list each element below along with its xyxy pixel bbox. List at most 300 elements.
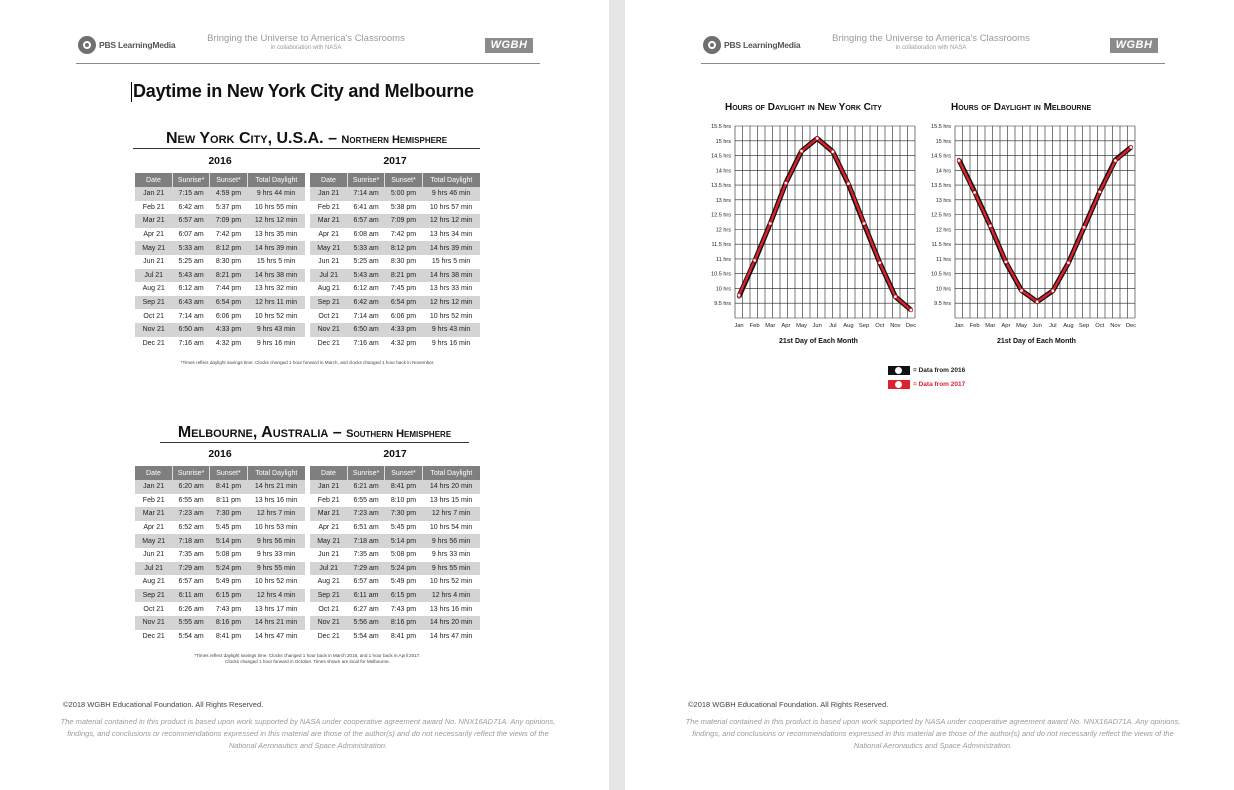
table-row xyxy=(310,187,480,201)
col-total-cell: 14 hrs 39 min xyxy=(247,241,305,255)
col-total-cell: 10 hrs 52 min xyxy=(422,575,480,589)
data-point-2017 xyxy=(784,181,787,184)
header-subtagline: in collaboration with NASA xyxy=(895,45,967,51)
table-row xyxy=(310,214,480,228)
col-sunrise-cell: 7:23 am xyxy=(347,507,384,521)
y-tick-label: 10.5 hrs xyxy=(711,271,731,278)
col-date-cell: May 21 xyxy=(135,241,172,255)
data-point-2017 xyxy=(1067,261,1070,264)
col-sunset-cell: 8:16 pm xyxy=(385,616,422,630)
x-tick-label: May xyxy=(1016,323,1028,329)
table-row xyxy=(310,548,480,562)
col-date-cell: Jan 21 xyxy=(310,187,347,201)
col-total-header: Total Daylight xyxy=(422,173,480,187)
table-row xyxy=(135,534,305,548)
data-point-2017 xyxy=(909,308,912,311)
col-sunset-cell: 7:30 pm xyxy=(385,507,422,521)
legend-swatch-2016 xyxy=(888,366,910,375)
col-total-cell: 13 hrs 35 min xyxy=(247,228,305,242)
col-date-cell: Aug 21 xyxy=(310,282,347,296)
col-sunrise-cell: 7:14 am xyxy=(347,309,384,323)
y-tick-label: 12.5 hrs xyxy=(931,212,951,219)
data-point-2017 xyxy=(1051,289,1054,292)
col-date-cell: Apr 21 xyxy=(135,521,172,535)
header-tagline-block xyxy=(811,33,1051,51)
document-title: Daytime in New York City and Melbourne xyxy=(133,81,474,101)
copyright: ©2018 WGBH Educational Foundation. All Rights Reserved. xyxy=(63,700,264,709)
col-sunset-cell: 5:14 pm xyxy=(385,534,422,548)
table-row xyxy=(310,589,480,603)
col-total-cell: 10 hrs 52 min xyxy=(247,575,305,589)
col-sunrise-cell: 7:29 am xyxy=(347,562,384,576)
col-date-cell: Sep 21 xyxy=(135,589,172,603)
table-row xyxy=(310,282,480,296)
y-tick-label: 13.5 hrs xyxy=(931,183,951,190)
col-date-cell: Oct 21 xyxy=(135,602,172,616)
logo-text: PBS LearningMedia xyxy=(724,40,801,50)
col-sunset-cell: 4:33 pm xyxy=(385,323,422,337)
col-date-cell: Jun 21 xyxy=(135,255,172,269)
data-point-2017 xyxy=(847,182,850,185)
nyc-table-2016 xyxy=(135,173,305,350)
col-date-cell: Dec 21 xyxy=(310,630,347,644)
y-tick-label: 10.5 hrs xyxy=(931,271,951,278)
pbs-logo xyxy=(78,36,175,54)
table-header-row xyxy=(310,173,480,187)
nyc-daylight-chart xyxy=(695,124,925,336)
col-date-cell: Sep 21 xyxy=(310,589,347,603)
nyc-chart-title: Hours of Daylight in New York City xyxy=(725,102,882,113)
col-sunset-cell: 7:43 pm xyxy=(210,602,247,616)
col-total-cell: 14 hrs 39 min xyxy=(422,241,480,255)
col-total-cell: 9 hrs 56 min xyxy=(422,534,480,548)
x-tick-label: Dec xyxy=(1125,323,1137,329)
col-sunset-cell: 8:12 pm xyxy=(385,241,422,255)
data-point-2017 xyxy=(753,259,756,262)
col-date-header: Date xyxy=(310,466,347,480)
y-tick-label: 11.5 hrs xyxy=(931,242,951,249)
y-tick-label: 11.5 hrs xyxy=(711,242,731,249)
col-sunrise-cell: 5:25 am xyxy=(172,255,209,269)
table-row xyxy=(135,507,305,521)
col-sunset-cell: 5:08 pm xyxy=(210,548,247,562)
col-total-cell: 10 hrs 53 min xyxy=(247,521,305,535)
table-header-row xyxy=(135,466,305,480)
col-sunrise-cell: 7:29 am xyxy=(172,562,209,576)
y-tick-label: 13 hrs xyxy=(935,197,951,204)
col-total-cell: 13 hrs 17 min xyxy=(247,602,305,616)
col-sunset-cell: 5:49 pm xyxy=(385,575,422,589)
col-total-cell: 9 hrs 16 min xyxy=(422,337,480,351)
x-tick-label: Feb xyxy=(749,323,760,329)
x-tick-label: Aug xyxy=(1063,323,1074,329)
table-row xyxy=(310,241,480,255)
pbs-logo xyxy=(703,36,800,54)
col-sunrise-cell: 6:52 am xyxy=(172,521,209,535)
table-row xyxy=(135,187,305,201)
col-total-cell: 10 hrs 54 min xyxy=(422,521,480,535)
col-sunrise-cell: 6:12 am xyxy=(347,282,384,296)
table-row xyxy=(135,521,305,535)
data-point-2017 xyxy=(1114,159,1117,162)
col-sunset-cell: 8:10 pm xyxy=(385,494,422,508)
legend-swatch-2017 xyxy=(888,380,910,389)
x-tick-label: Aug xyxy=(843,323,854,329)
table-row xyxy=(135,214,305,228)
col-date-cell: Apr 21 xyxy=(310,228,347,242)
table-row xyxy=(310,575,480,589)
col-sunrise-cell: 6:07 am xyxy=(172,228,209,242)
col-sunset-cell: 8:41 pm xyxy=(210,630,247,644)
col-date-cell: Nov 21 xyxy=(310,323,347,337)
table-row xyxy=(310,534,480,548)
page-header xyxy=(701,28,1165,64)
melbourne-year-2016: 2016 xyxy=(208,448,232,460)
col-sunset-cell: 7:44 pm xyxy=(210,282,247,296)
col-sunset-cell: 5:08 pm xyxy=(385,548,422,562)
y-tick-label: 12 hrs xyxy=(715,227,731,234)
col-sunset-cell: 8:16 pm xyxy=(210,616,247,630)
x-tick-label: Apr xyxy=(781,323,791,329)
y-tick-label: 12 hrs xyxy=(935,227,951,234)
col-total-cell: 14 hrs 38 min xyxy=(247,269,305,283)
col-date-header: Date xyxy=(135,466,172,480)
x-tick-label: Feb xyxy=(969,323,980,329)
melbourne-footnote-line2: Clocks changed 1 hour forward in October. Times shown are local for Melbourne. xyxy=(225,658,390,664)
table-row xyxy=(310,228,480,242)
col-sunrise-cell: 6:42 am xyxy=(172,201,209,215)
table-row xyxy=(310,255,480,269)
col-sunset-cell: 7:43 pm xyxy=(385,602,422,616)
table-row xyxy=(135,630,305,644)
x-tick-label: Oct xyxy=(1095,323,1105,329)
col-sunrise-cell: 6:55 am xyxy=(172,494,209,508)
table-row xyxy=(135,616,305,630)
table-row xyxy=(135,269,305,283)
col-sunset-cell: 7:09 pm xyxy=(210,214,247,228)
col-date-cell: Jul 21 xyxy=(135,269,172,283)
document-page-1 xyxy=(0,0,609,790)
table-row xyxy=(135,323,305,337)
col-total-cell: 14 hrs 38 min xyxy=(422,269,480,283)
col-sunset-cell: 8:41 pm xyxy=(385,630,422,644)
col-total-cell: 13 hrs 32 min xyxy=(247,282,305,296)
data-point-2017 xyxy=(769,222,772,225)
col-date-cell: Mar 21 xyxy=(135,214,172,228)
col-sunrise-cell: 6:12 am xyxy=(172,282,209,296)
col-date-cell: Apr 21 xyxy=(135,228,172,242)
col-total-cell: 9 hrs 55 min xyxy=(422,562,480,576)
table-row xyxy=(310,309,480,323)
legend-item-2016 xyxy=(888,363,965,377)
col-sunset-cell: 4:32 pm xyxy=(210,337,247,351)
col-sunrise-cell: 5:54 am xyxy=(172,630,209,644)
melbourne-section-title xyxy=(160,424,469,443)
y-tick-label: 14 hrs xyxy=(715,168,731,175)
col-total-cell: 13 hrs 16 min xyxy=(247,494,305,508)
col-sunrise-cell: 5:43 am xyxy=(172,269,209,283)
table-row xyxy=(310,269,480,283)
y-tick-label: 9.5 hrs xyxy=(714,301,731,308)
table-row xyxy=(310,480,480,494)
col-date-cell: Mar 21 xyxy=(310,214,347,228)
col-sunrise-cell: 5:54 am xyxy=(347,630,384,644)
melbourne-year-2017: 2017 xyxy=(383,448,407,460)
col-total-cell: 12 hrs 4 min xyxy=(247,589,305,603)
col-date-cell: Feb 21 xyxy=(135,201,172,215)
data-point-2017 xyxy=(1020,289,1023,292)
disclaimer: The material contained in this product is based upon work supported by NASA under cooperative agreement award No. NNX16AD71A. Any opinions, findings, and conclusions or recommendations expressed in this material are those of the author(s) and do not necessarily reflect the views of the National Aeronautics and Space Administration. xyxy=(60,717,556,750)
table-row xyxy=(310,323,480,337)
chart-legend xyxy=(888,363,965,391)
y-tick-label: 15.5 hrs xyxy=(931,124,951,130)
col-sunset-cell: 5:24 pm xyxy=(210,562,247,576)
col-sunset-cell: 5:00 pm xyxy=(385,187,422,201)
col-total-cell: 14 hrs 20 min xyxy=(422,480,480,494)
page-header xyxy=(76,28,540,64)
col-sunset-cell: 6:54 pm xyxy=(210,296,247,310)
col-sunset-cell: 4:33 pm xyxy=(210,323,247,337)
col-sunset-header: Sunset* xyxy=(210,173,247,187)
table-row xyxy=(135,241,305,255)
x-tick-label: Apr xyxy=(1001,323,1011,329)
header-tagline-block xyxy=(186,33,426,51)
x-tick-label: Sep xyxy=(858,323,870,329)
table-row xyxy=(135,494,305,508)
col-date-cell: Jan 21 xyxy=(310,480,347,494)
x-tick-label: Nov xyxy=(890,323,901,329)
col-date-cell: Nov 21 xyxy=(135,323,172,337)
data-point-2017 xyxy=(831,150,834,153)
table-row xyxy=(135,589,305,603)
col-date-cell: Jul 21 xyxy=(135,562,172,576)
y-tick-label: 14.5 hrs xyxy=(711,153,731,160)
data-point-2017 xyxy=(1004,260,1007,263)
x-tick-label: Jan xyxy=(734,323,744,329)
col-sunset-cell: 6:15 pm xyxy=(385,589,422,603)
col-sunset-cell: 8:21 pm xyxy=(210,269,247,283)
table-row xyxy=(135,548,305,562)
col-total-cell: 9 hrs 33 min xyxy=(422,548,480,562)
col-sunrise-cell: 5:33 am xyxy=(172,241,209,255)
col-date-cell: Mar 21 xyxy=(310,507,347,521)
data-point-2017 xyxy=(894,295,897,298)
nyc-title-sub: Northern Hemisphere xyxy=(341,134,448,146)
col-total-header: Total Daylight xyxy=(422,466,480,480)
data-point-2017 xyxy=(1035,300,1038,303)
wgbh-logo: WGBH xyxy=(1110,38,1158,53)
table-row xyxy=(135,575,305,589)
melbourne-chart-title: Hours of Daylight in Melbourne xyxy=(951,102,1092,113)
col-sunset-header: Sunset* xyxy=(385,466,422,480)
col-total-cell: 12 hrs 7 min xyxy=(247,507,305,521)
melbourne-title-main: Melbourne, Australia – xyxy=(177,424,347,441)
y-tick-label: 11 hrs xyxy=(716,256,731,263)
col-sunset-header: Sunset* xyxy=(210,466,247,480)
col-sunrise-cell: 6:50 am xyxy=(347,323,384,337)
table-header-row xyxy=(310,466,480,480)
col-total-cell: 9 hrs 56 min xyxy=(247,534,305,548)
table-row xyxy=(135,562,305,576)
x-tick-label: Oct xyxy=(875,323,885,329)
col-sunrise-header: Sunrise* xyxy=(172,173,209,187)
logo-text: PBS LearningMedia xyxy=(99,40,176,50)
col-sunset-cell: 5:37 pm xyxy=(210,201,247,215)
data-point-2017 xyxy=(1098,190,1101,193)
col-total-cell: 12 hrs 4 min xyxy=(422,589,480,603)
data-point-2017 xyxy=(800,149,803,152)
table-row xyxy=(310,616,480,630)
data-point-2017 xyxy=(862,222,865,225)
col-date-cell: Feb 21 xyxy=(310,201,347,215)
col-sunrise-cell: 7:18 am xyxy=(172,534,209,548)
table-row xyxy=(310,562,480,576)
col-sunrise-cell: 7:14 am xyxy=(347,187,384,201)
col-sunrise-cell: 7:16 am xyxy=(172,337,209,351)
table-row xyxy=(310,337,480,351)
y-tick-label: 13.5 hrs xyxy=(711,183,731,190)
col-sunrise-cell: 6:43 am xyxy=(172,296,209,310)
col-date-cell: Apr 21 xyxy=(310,521,347,535)
col-date-cell: May 21 xyxy=(135,534,172,548)
col-sunset-cell: 5:24 pm xyxy=(385,562,422,576)
col-total-cell: 15 hrs 5 min xyxy=(422,255,480,269)
col-total-cell: 12 hrs 12 min xyxy=(422,296,480,310)
table-row xyxy=(135,309,305,323)
disclaimer: The material contained in this product is based upon work supported by NASA under cooperative agreement award No. NNX16AD71A. Any opinions, findings, and conclusions or recommendations expressed in this material are those of the author(s) and do not necessarily reflect the views of the National Aeronautics and Space Administration. xyxy=(685,717,1181,750)
col-total-cell: 14 hrs 21 min xyxy=(247,616,305,630)
col-sunrise-cell: 6:20 am xyxy=(172,480,209,494)
col-total-cell: 12 hrs 12 min xyxy=(247,214,305,228)
legend-label-2017: = Data from 2017 xyxy=(913,380,966,388)
col-date-cell: Jun 21 xyxy=(310,548,347,562)
col-sunrise-cell: 6:57 am xyxy=(172,575,209,589)
col-date-cell: Feb 21 xyxy=(310,494,347,508)
col-sunrise-cell: 6:42 am xyxy=(347,296,384,310)
table-row xyxy=(310,201,480,215)
col-date-cell: May 21 xyxy=(310,241,347,255)
col-sunrise-cell: 6:11 am xyxy=(172,589,209,603)
col-total-header: Total Daylight xyxy=(247,466,305,480)
col-sunrise-cell: 6:41 am xyxy=(347,201,384,215)
col-total-cell: 10 hrs 57 min xyxy=(422,201,480,215)
col-total-cell: 9 hrs 43 min xyxy=(247,323,305,337)
nyc-xaxis-title: 21st Day of Each Month xyxy=(779,338,858,345)
x-tick-label: Sep xyxy=(1078,323,1090,329)
col-date-cell: Nov 21 xyxy=(135,616,172,630)
col-sunset-cell: 8:21 pm xyxy=(385,269,422,283)
col-total-cell: 13 hrs 33 min xyxy=(422,282,480,296)
col-total-cell: 13 hrs 16 min xyxy=(422,602,480,616)
data-point-2017 xyxy=(957,159,960,162)
col-total-cell: 9 hrs 44 min xyxy=(247,187,305,201)
col-total-cell: 15 hrs 5 min xyxy=(247,255,305,269)
col-date-cell: Dec 21 xyxy=(135,630,172,644)
col-sunset-cell: 8:30 pm xyxy=(385,255,422,269)
col-total-cell: 12 hrs 11 min xyxy=(247,296,305,310)
col-sunrise-cell: 5:43 am xyxy=(347,269,384,283)
copyright: ©2018 WGBH Educational Foundation. All Rights Reserved. xyxy=(688,700,889,709)
col-sunset-cell: 8:12 pm xyxy=(210,241,247,255)
table-row xyxy=(135,255,305,269)
col-sunset-cell: 6:06 pm xyxy=(210,309,247,323)
table-row xyxy=(135,228,305,242)
col-sunrise-cell: 7:35 am xyxy=(172,548,209,562)
col-sunrise-cell: 6:50 am xyxy=(172,323,209,337)
table-row xyxy=(135,480,305,494)
col-sunrise-cell: 7:18 am xyxy=(347,534,384,548)
col-sunset-cell: 7:42 pm xyxy=(210,228,247,242)
col-sunset-cell: 8:11 pm xyxy=(210,494,247,508)
x-tick-label: Mar xyxy=(985,323,996,329)
col-total-cell: 14 hrs 20 min xyxy=(422,616,480,630)
col-date-cell: Sep 21 xyxy=(135,296,172,310)
table-header-row xyxy=(135,173,305,187)
legend-item-2017 xyxy=(888,377,965,391)
x-tick-label: Jan xyxy=(954,323,964,329)
col-sunrise-cell: 6:55 am xyxy=(347,494,384,508)
col-sunrise-cell: 7:23 am xyxy=(172,507,209,521)
nyc-year-2017: 2017 xyxy=(383,155,407,167)
col-sunset-cell: 5:38 pm xyxy=(385,201,422,215)
col-sunset-cell: 6:15 pm xyxy=(210,589,247,603)
nyc-section-title xyxy=(133,130,480,149)
col-date-header: Date xyxy=(135,173,172,187)
col-sunrise-cell: 6:57 am xyxy=(347,575,384,589)
data-point-2017 xyxy=(815,137,818,140)
x-tick-label: Nov xyxy=(1110,323,1121,329)
col-sunset-cell: 4:59 pm xyxy=(210,187,247,201)
col-date-cell: Oct 21 xyxy=(310,602,347,616)
col-total-cell: 14 hrs 47 min xyxy=(422,630,480,644)
col-sunset-cell: 6:06 pm xyxy=(385,309,422,323)
col-sunset-cell: 7:42 pm xyxy=(385,228,422,242)
col-sunrise-cell: 5:25 am xyxy=(347,255,384,269)
col-total-cell: 12 hrs 12 min xyxy=(422,214,480,228)
table-row xyxy=(310,630,480,644)
col-total-cell: 10 hrs 52 min xyxy=(422,309,480,323)
melbourne-table-2017 xyxy=(310,466,480,643)
col-sunset-cell: 5:45 pm xyxy=(210,521,247,535)
col-total-header: Total Daylight xyxy=(247,173,305,187)
col-sunrise-cell: 7:35 am xyxy=(347,548,384,562)
col-sunrise-cell: 5:33 am xyxy=(347,241,384,255)
col-sunrise-cell: 6:57 am xyxy=(172,214,209,228)
col-sunset-cell: 7:30 pm xyxy=(210,507,247,521)
x-tick-label: May xyxy=(796,323,808,329)
data-point-2017 xyxy=(737,294,740,297)
header-tagline: Bringing the Universe to America's Classrooms xyxy=(207,33,405,44)
col-sunset-cell: 7:09 pm xyxy=(385,214,422,228)
table-row xyxy=(135,337,305,351)
nyc-year-2016: 2016 xyxy=(208,155,232,167)
x-tick-label: Mar xyxy=(765,323,776,329)
col-total-cell: 9 hrs 55 min xyxy=(247,562,305,576)
table-row xyxy=(310,521,480,535)
col-sunrise-cell: 7:16 am xyxy=(347,337,384,351)
col-sunrise-cell: 6:21 am xyxy=(347,480,384,494)
data-point-2017 xyxy=(1082,226,1085,229)
col-date-header: Date xyxy=(310,173,347,187)
data-point-2017 xyxy=(989,224,992,227)
col-date-cell: Oct 21 xyxy=(135,309,172,323)
header-subtagline: in collaboration with NASA xyxy=(270,45,342,51)
x-tick-label: Jul xyxy=(1049,323,1057,329)
table-row xyxy=(135,296,305,310)
y-tick-label: 9.5 hrs xyxy=(934,301,951,308)
col-sunset-cell: 5:45 pm xyxy=(385,521,422,535)
col-sunset-cell: 4:32 pm xyxy=(385,337,422,351)
